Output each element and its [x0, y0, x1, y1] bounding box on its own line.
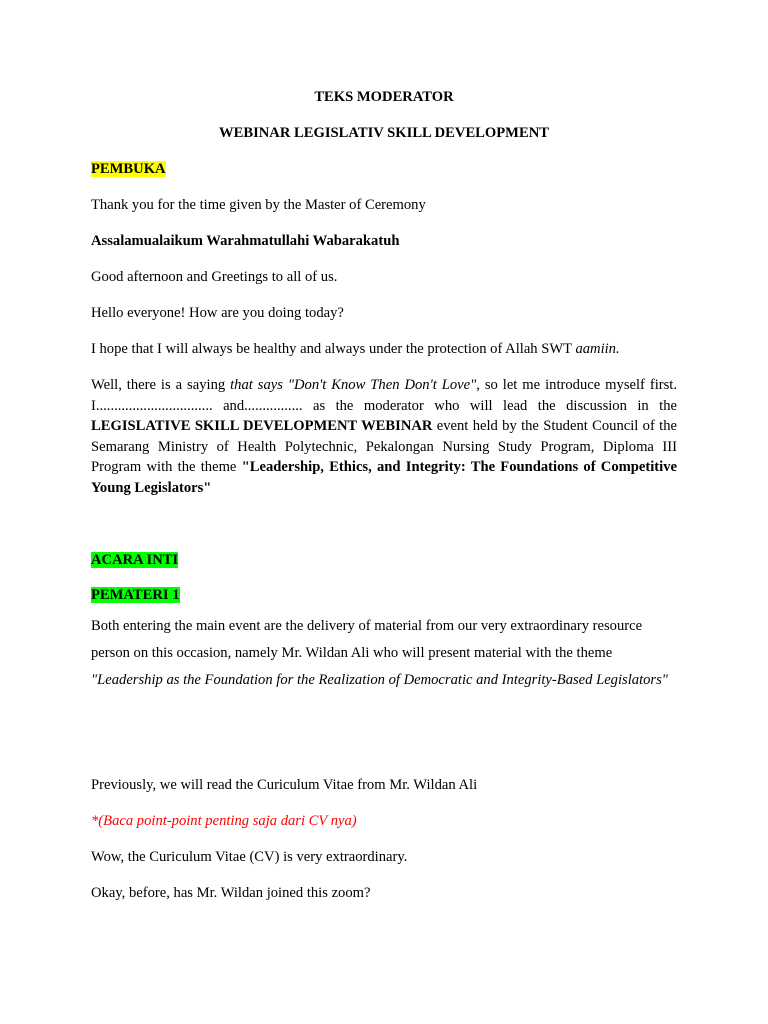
section-label-opening: PEMBUKA [91, 161, 166, 177]
section-label-main: ACARA INTI [91, 552, 179, 568]
section-label-speaker: PEMATERI 1 [91, 587, 180, 603]
intro-part3: event held by the Student Council of the Semarang Ministry of Health Polytechnic, Pekalongan Nursing Study Program, Diploma III Program with the theme [91, 418, 677, 476]
speaker-intro: Both entering the main event are the delivery of material from our very extraordinary resource person on this occasion, namely Mr. Wildan Ali who will present material with the theme [91, 618, 643, 661]
cv-comment: Wow, the Curiculum Vitae (CV) is very extraordinary. [91, 849, 408, 865]
greeting-salam: Assalamualaikum Warahmatullahi Wabarakatuh [91, 233, 400, 249]
intro-theme: "Leadership, Ethics, and Integrity: The Foundations of Competitive Young Legislators" [91, 459, 677, 496]
intro-line-2: I................................ and................ as the moderator who will lead the discussion in the [91, 397, 677, 414]
speaker-paragraph [91, 613, 677, 693]
hello-line: Hello everyone! How are you doing today? [91, 305, 344, 321]
intro-event-name: LEGISLATIVE SKILL DEVELOPMENT WEBINAR [91, 418, 433, 435]
intro-paragraph [91, 375, 677, 499]
hope-amen: aamiin. [575, 341, 620, 357]
opening-thanks: Thank you for the time given by the Master of Ceremony [91, 197, 426, 213]
intro-part1: Well, there is a saying [91, 377, 231, 393]
greeting-afternoon: Good afternoon and Greetings to all of us. [91, 269, 338, 285]
document-subtitle: WEBINAR LEGISLATIV SKILL DEVELOPMENT [219, 125, 549, 141]
speaker-theme: "Leadership as the Foundation for the Realization of Democratic and Integrity-Based Legislators" [91, 671, 668, 688]
hope-line [91, 339, 677, 359]
cv-note: *(Baca point-point penting saja dari CV nya) [91, 813, 357, 829]
intro-part2: , so let me introduce myself first. [476, 377, 678, 393]
hope-text: I hope that I will always be healthy and always under the protection of Allah SWT [91, 341, 576, 357]
zoom-question: Okay, before, has Mr. Wildan joined this zoom? [91, 885, 371, 901]
section-heading-opening [91, 159, 677, 179]
cv-read-line: Previously, we will read the Curiculum Vitae from Mr. Wildan Ali [91, 777, 478, 793]
intro-quote: that says "Don't Know Then Don't Love" [230, 377, 477, 393]
intro-line-1 [91, 375, 677, 396]
section-heading-speaker [91, 585, 677, 605]
section-heading-main [91, 550, 677, 570]
document-title: TEKS MODERATOR [314, 89, 454, 105]
